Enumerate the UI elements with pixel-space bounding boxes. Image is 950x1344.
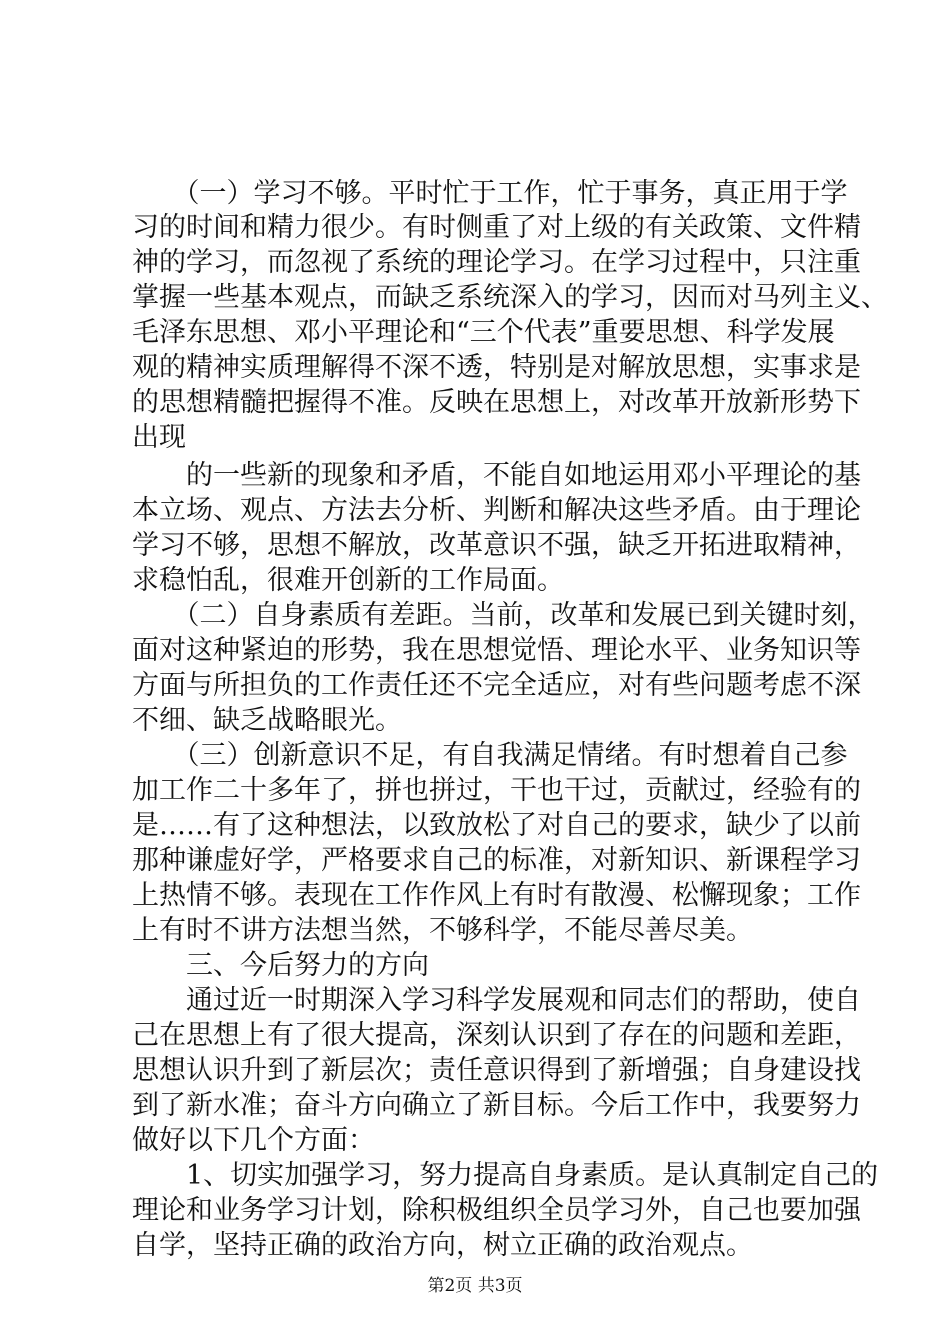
body-line: 理论和业务学习计划，除积极组织全员学习外，自己也要加强	[132, 1195, 861, 1226]
body-line: 不细、缺乏战略眼光。	[132, 705, 402, 736]
body-line: 的一些新的现象和矛盾，不能自如地运用邓小平理论的基	[132, 460, 861, 491]
page-number-footer: 第2页 共3页	[427, 1276, 523, 1296]
body-line: 上有时不讲方法想当然，不够科学，不能尽善尽美。	[132, 915, 753, 946]
body-line: 做好以下几个方面：	[132, 1125, 375, 1156]
body-line: 是……有了这种想法，以致放松了对自己的要求，缺少了以前	[132, 810, 861, 841]
body-line: （二）自身素质有差距。当前，改革和发展已到关键时刻，	[132, 600, 875, 631]
body-line: 己在思想上有了很大提高，深刻认识到了存在的问题和差距，	[132, 1020, 861, 1051]
body-line: 到了新水准；奋斗方向确立了新目标。今后工作中，我要努力	[132, 1090, 861, 1121]
body-line: 自学，坚持正确的政治方向，树立正确的政治观点。	[132, 1230, 753, 1261]
body-line: 的思想精髓把握得不准。反映在思想上，对改革开放新形势下	[132, 387, 861, 418]
body-line: （一）学习不够。平时忙于工作，忙于事务，真正用于学	[132, 178, 848, 209]
body-line: 毛泽东思想、邓小平理论和“三个代表”重要思想、科学发展	[132, 317, 835, 348]
body-line: 那种谦虚好学，严格要求自己的标准，对新知识、新课程学习	[132, 845, 861, 876]
body-line: 习的时间和精力很少。有时侧重了对上级的有关政策、文件精	[132, 212, 861, 243]
body-line: 学习不够，思想不解放，改革意识不强，缺乏开拓进取精神，	[132, 530, 861, 561]
body-line: 掌握一些基本观点，而缺乏系统深入的学习，因而对马列主义、	[132, 282, 888, 313]
body-line: 通过近一时期深入学习科学发展观和同志们的帮助，使自	[132, 985, 861, 1016]
section-heading: 三、今后努力的方向	[132, 950, 429, 981]
body-line: 神的学习，而忽视了系统的理论学习。在学习过程中，只注重	[132, 247, 861, 278]
body-line: 1、切实加强学习，努力提高自身素质。是认真制定自己的	[132, 1160, 879, 1191]
body-line: 方面与所担负的工作责任还不完全适应，对有些问题考虑不深	[132, 670, 861, 701]
body-line: （三）创新意识不足，有自我满足情绪。有时想着自己参	[132, 740, 848, 771]
body-line: 求稳怕乱，很难开创新的工作局面。	[132, 565, 564, 596]
body-line: 出现	[132, 422, 186, 453]
body-line: 本立场、观点、方法去分析、判断和解决这些矛盾。由于理论	[132, 495, 861, 526]
body-line: 思想认识升到了新层次；责任意识得到了新增强；自身建设找	[132, 1055, 861, 1086]
body-line: 面对这种紧迫的形势，我在思想觉悟、理论水平、业务知识等	[132, 635, 861, 666]
body-line: 观的精神实质理解得不深不透，特别是对解放思想，实事求是	[132, 352, 861, 383]
body-line: 上热情不够。表现在工作作风上有时有散漫、松懈现象；工作	[132, 880, 861, 911]
body-line: 加工作二十多年了，拼也拼过，干也干过，贡献过，经验有的	[132, 775, 861, 806]
